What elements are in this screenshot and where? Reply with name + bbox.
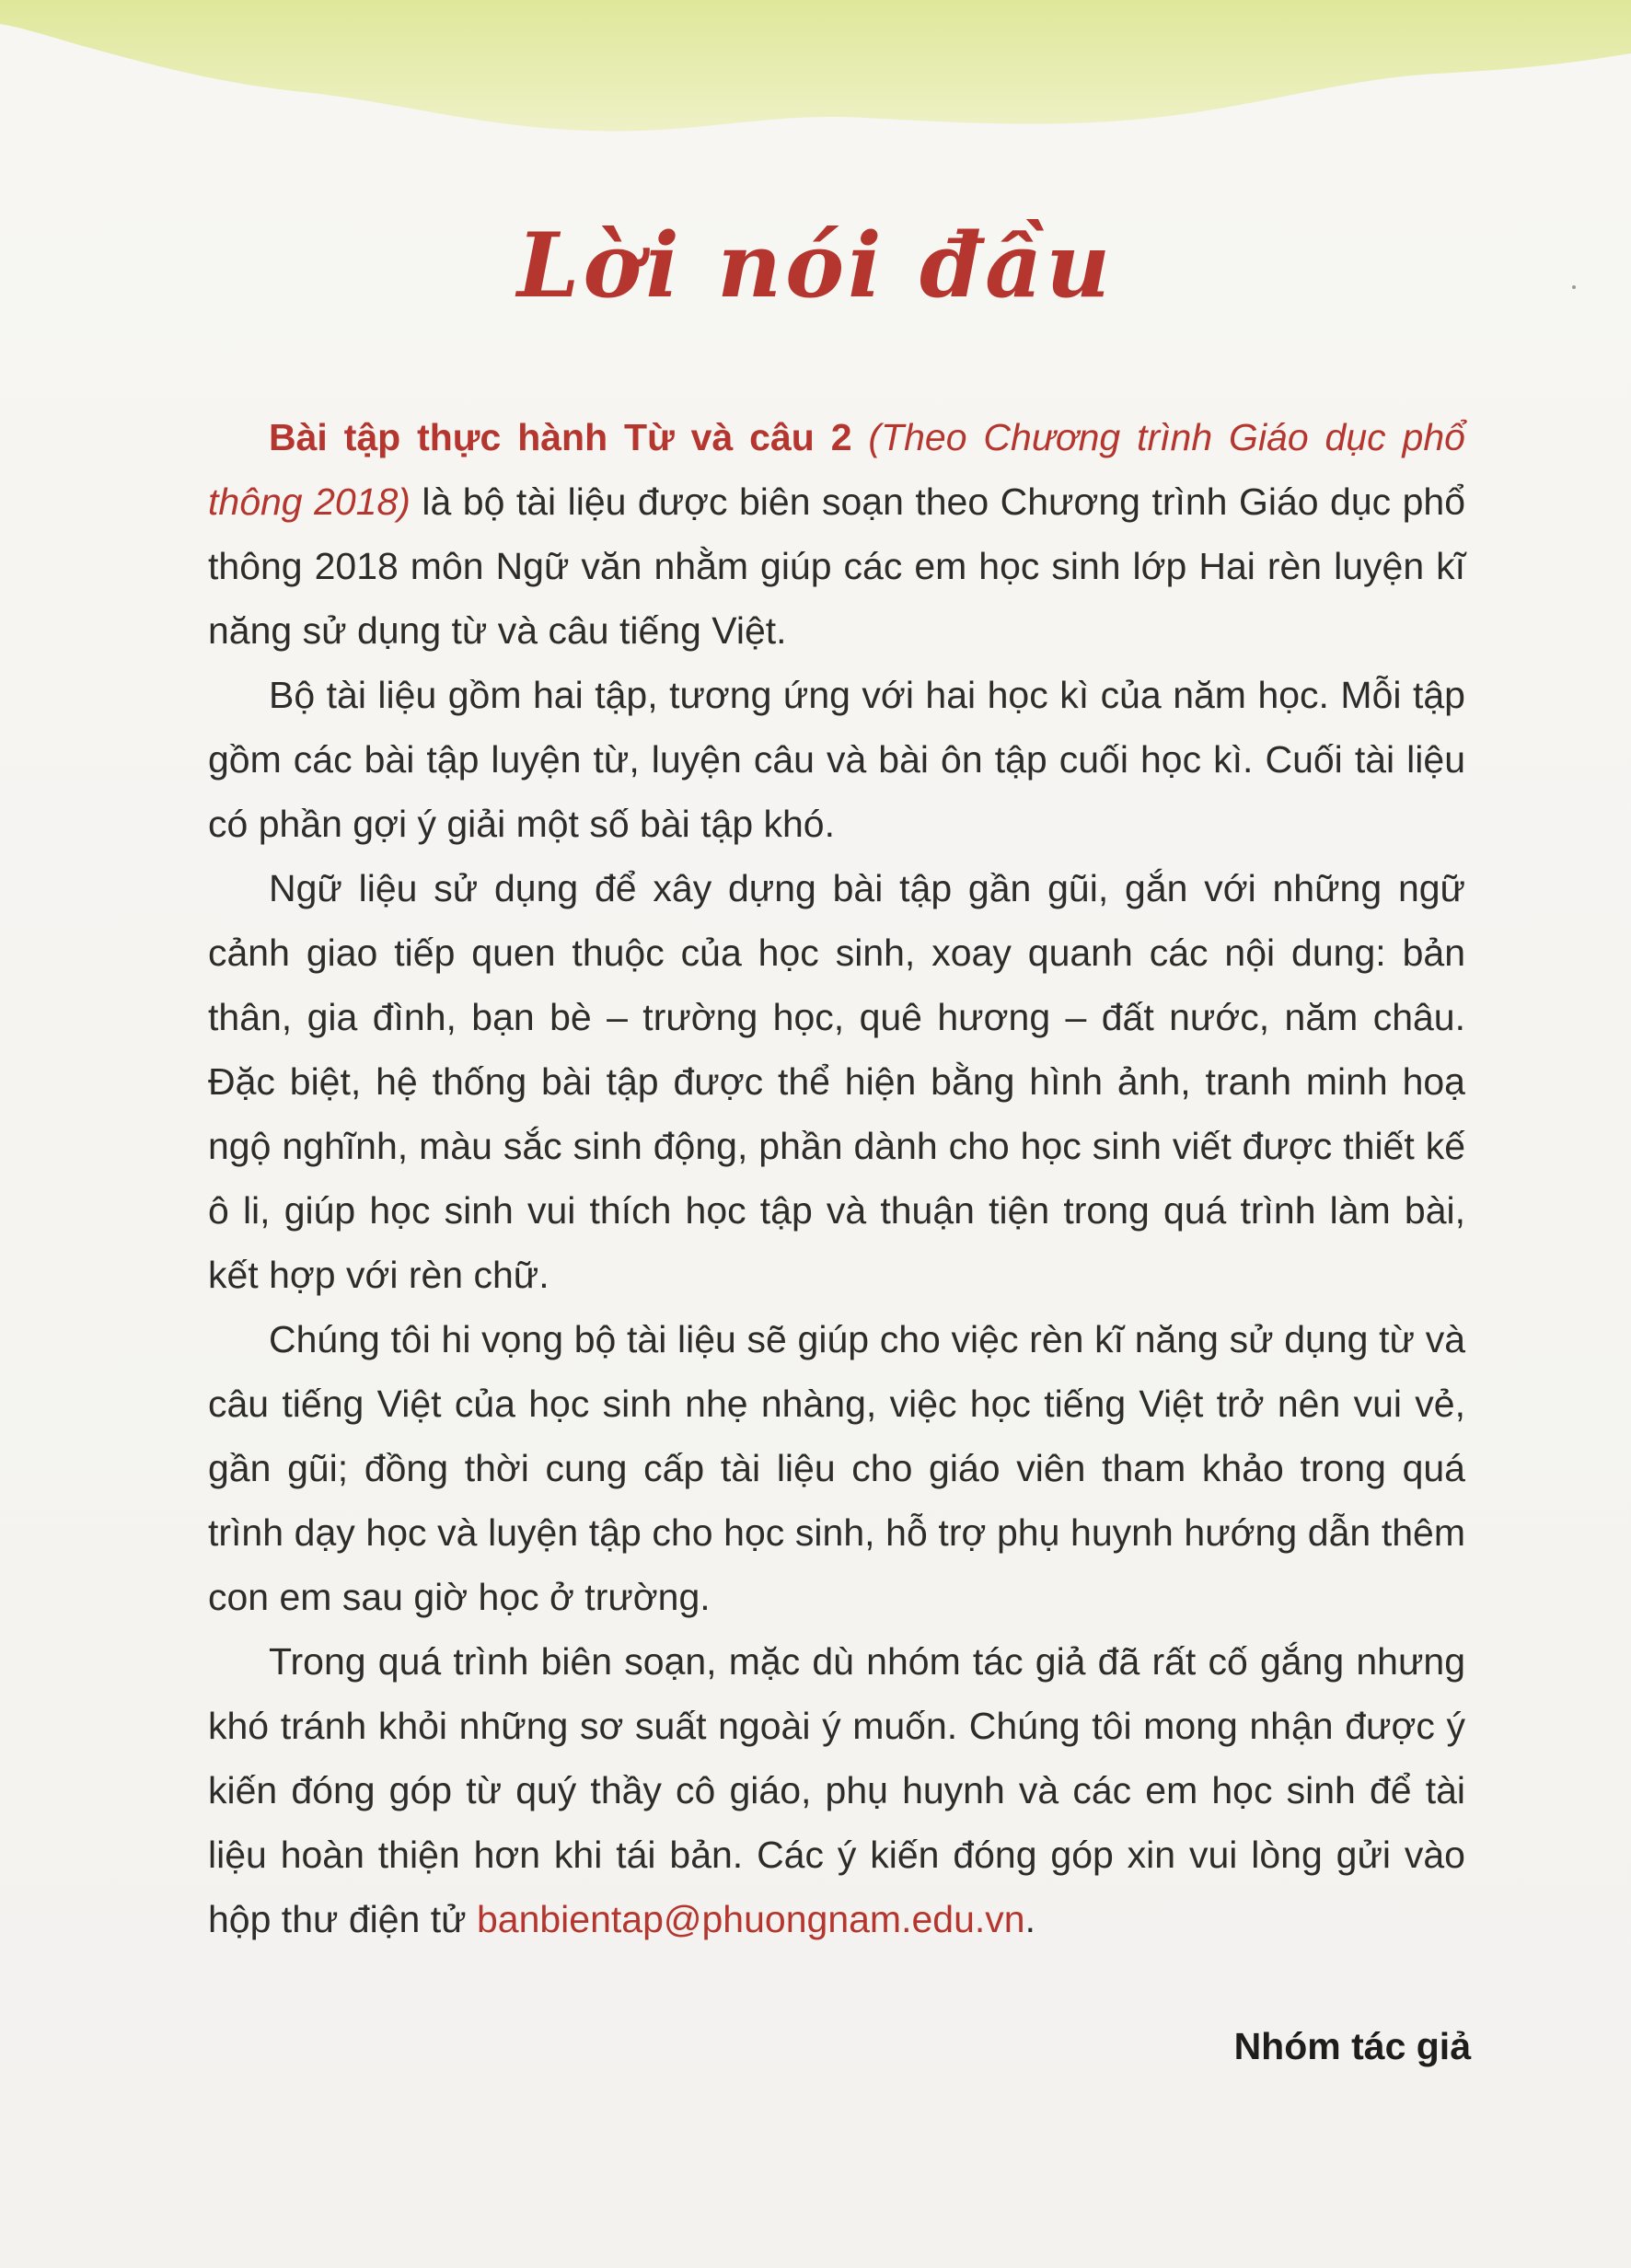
paragraph-intro-text: là bộ tài liệu được biên soạn theo Chương trình Giáo dục phổ thông 2018 môn Ngữ văn nhằm giúp các em học sinh lớp Hai rèn luyện kĩ năng sử dụng từ và câu tiếng Việt.	[208, 480, 1465, 652]
paragraph-hope: Chúng tôi hi vọng bộ tài liệu sẽ giúp cho việc rèn kĩ năng sử dụng từ và câu tiếng Việt của học sinh nhẹ nhàng, việc học tiếng Việt trở nên vui vẻ, gần gũi; đồng thời cung cấp tài liệu cho giáo viên tham khảo trong quá trình dạy học và luyện tập cho học sinh, hỗ trợ phụ huynh hướng dẫn thêm con em sau giờ học ở trường.	[208, 1318, 1465, 1618]
paragraph-structure: Bộ tài liệu gồm hai tập, tương ứng với hai học kì của năm học. Mỗi tập gồm các bài tập luyện từ, luyện câu và bài ôn tập cuối học kì. Cuối tài liệu có phần gợi ý giải một số bài tập khó.	[208, 674, 1465, 845]
book-subtitle: (Theo Chương trình Giáo dục phổ thông 2018)	[208, 416, 1465, 523]
preface-body	[208, 405, 1465, 1951]
speck	[1572, 285, 1576, 289]
contact-email: banbientap@phuongnam.edu.vn	[476, 1898, 1025, 1940]
paragraph-feedback-end: .	[1024, 1898, 1035, 1940]
top-wave-decoration	[0, 0, 1631, 147]
paragraph-content: Ngữ liệu sử dụng để xây dựng bài tập gần gũi, gắn với những ngữ cảnh giao tiếp quen thuộc của học sinh, xoay quanh các nội dung: bản thân, gia đình, bạn bè – trường học, quê hương – đất nước, năm châu. Đặc biệt, hệ thống bài tập được thể hiện bằng hình ảnh, tranh minh hoạ ngộ nghĩnh, màu sắc sinh động, phần dành cho học sinh viết được thiết kế ô li, giúp học sinh vui thích học tập và thuận tiện trong quá trình làm bài, kết hợp với rèn chữ.	[208, 867, 1465, 1296]
page-title: Lời nói đầu	[516, 214, 1115, 318]
paragraph-intro	[208, 405, 1465, 663]
paragraph-feedback-text: Trong quá trình biên soạn, mặc dù nhóm tác giả đã rất cố gắng nhưng khó tránh khỏi những sơ suất ngoài ý muốn. Chúng tôi mong nhận được ý kiến đóng góp từ quý thầy cô giáo, phụ huynh và các em học sinh để tài liệu hoàn thiện hơn khi tái bản. Các ý kiến đóng góp xin vui lòng gửi vào hộp thư điện tử	[208, 1640, 1465, 1940]
paragraph-feedback	[208, 1629, 1465, 1951]
signature: Nhóm tác giả	[1233, 2025, 1471, 2067]
book-title: Bài tập thực hành Từ và câu 2	[269, 416, 852, 458]
